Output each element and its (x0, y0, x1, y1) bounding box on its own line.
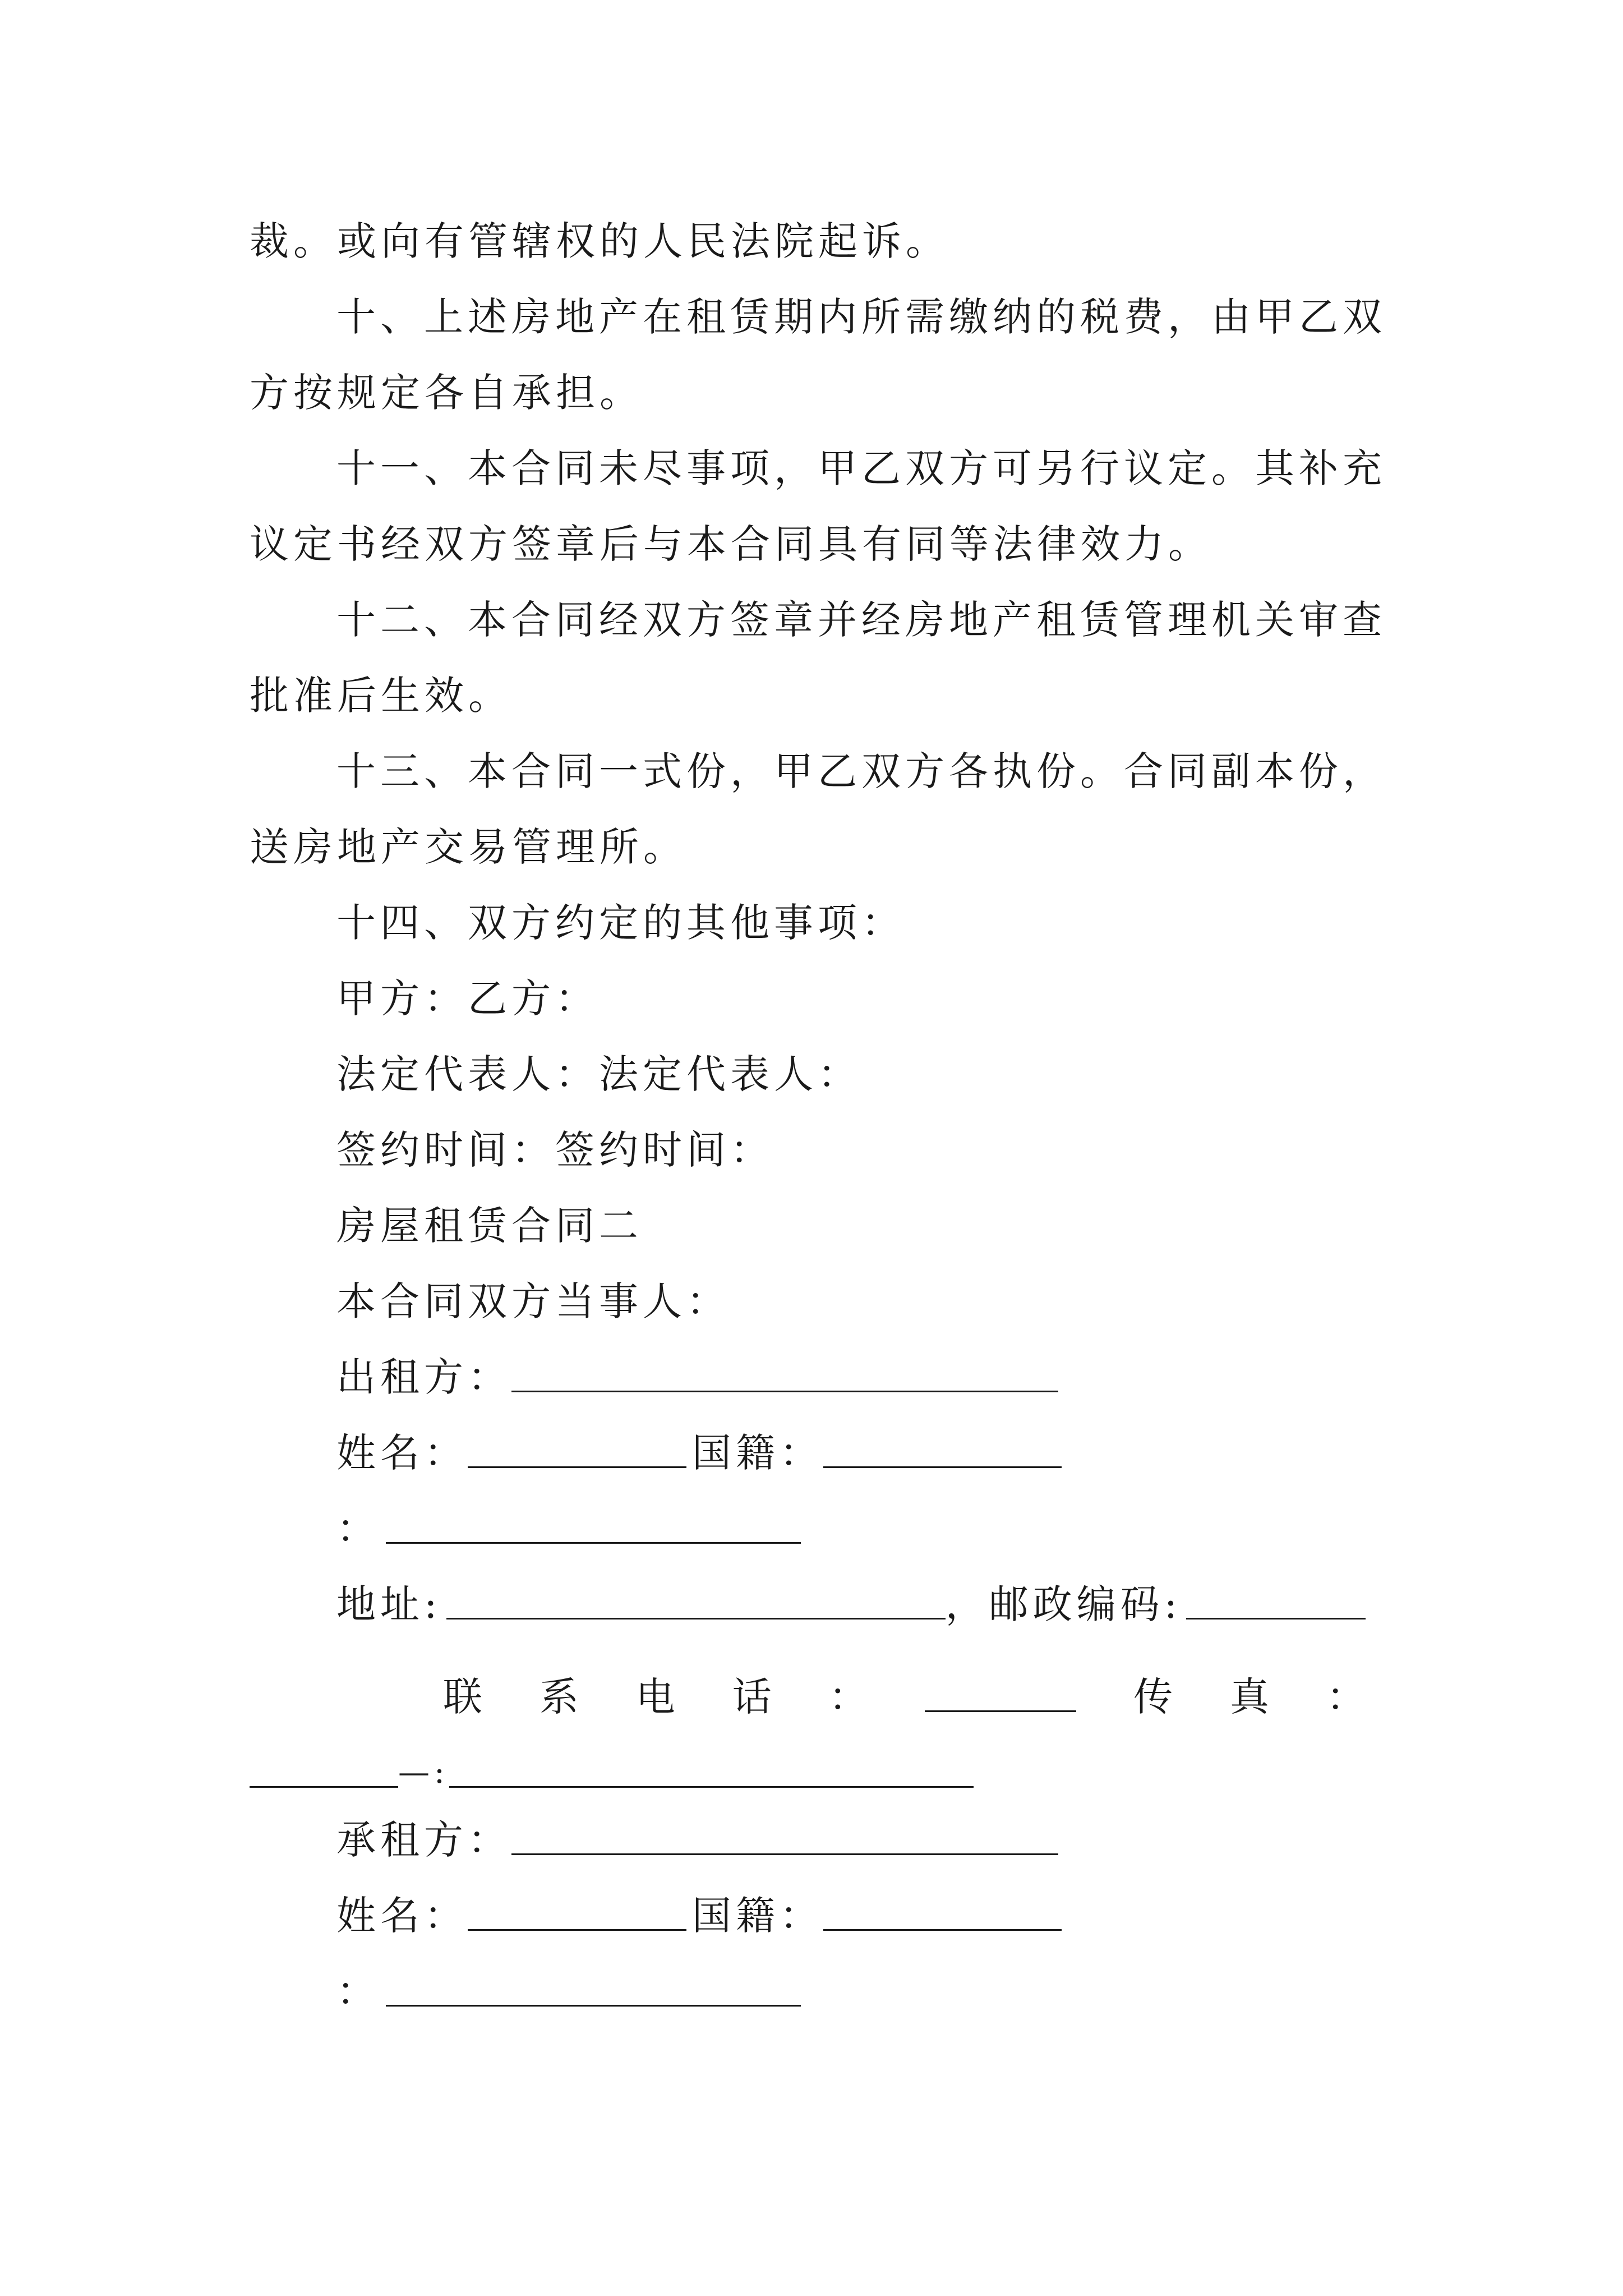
fax-char: 传 (1133, 1674, 1173, 1720)
paragraph-line: 十二、本合同经双方签章并经房地产租赁管理机关审查 (336, 597, 1386, 643)
fax-blank (250, 1786, 398, 1788)
paragraph-line: 甲方：乙方： (336, 976, 599, 1022)
name-blank (468, 1466, 686, 1468)
lessee-row (336, 1815, 1058, 1865)
address-row (336, 1579, 1366, 1630)
phone-char: 系 (539, 1674, 579, 1720)
phone-char: 话 (732, 1674, 772, 1720)
lessor-blank (511, 1391, 1058, 1392)
fax-char: ： (1326, 1674, 1366, 1720)
nationality-label: 国籍： (692, 1430, 823, 1476)
paragraph-line: 送房地产交易管理所。 (250, 824, 687, 870)
name-blank (468, 1929, 686, 1931)
colon-label: ： (336, 1506, 380, 1552)
fax-char: 真 (1230, 1674, 1270, 1720)
name-label: 姓名： (336, 1430, 468, 1476)
phone-fax-row (443, 1672, 1366, 1722)
address-label: 地址: (336, 1581, 442, 1627)
email-blank (449, 1786, 974, 1788)
lessee-blank (511, 1853, 1058, 1855)
phone-char: 联 (443, 1674, 482, 1720)
postcode-blank (1186, 1618, 1366, 1619)
lessor-name-row (336, 1428, 1062, 1478)
paragraph-line: 签约时间：签约时间： (336, 1127, 774, 1173)
paragraph-line: 法定代表人：法定代表人： (336, 1051, 861, 1097)
lessor-id-row (336, 1503, 801, 1554)
name-label: 姓名： (336, 1893, 468, 1939)
colon-label: ： (336, 1968, 380, 2014)
address-blank (446, 1618, 946, 1619)
nationality-blank (823, 1466, 1062, 1468)
phone-char: ： (828, 1674, 868, 1720)
paragraph-line: 十、上述房地产在租赁期内所需缴纳的税费，由甲乙双 (336, 294, 1386, 340)
id-blank (386, 1542, 801, 1544)
paragraph-line: 方按规定各自承担。 (250, 370, 643, 416)
nationality-label: 国籍： (692, 1893, 823, 1939)
paragraph-line: 裁。或向有管辖权的人民法院起诉。 (250, 218, 949, 264)
fax-continuation-row (250, 1747, 974, 1798)
lessee-label: 承租方： (336, 1817, 511, 1863)
paragraph-line: 十三、本合同一式份，甲乙双方各执份。合同副本份， (336, 748, 1386, 794)
lessor-label: 出租方： (336, 1354, 511, 1400)
paragraph-line: 批准后生效。 (250, 673, 512, 719)
id-blank (386, 2005, 801, 2007)
dash-label: —: (398, 1754, 449, 1791)
postcode-label: ，邮政编码: (945, 1581, 1182, 1627)
paragraph-line: 十一、本合同未尽事项，甲乙双方可另行议定。其补充 (336, 445, 1386, 491)
paragraph-line: 议定书经双方签章后与本合同具有同等法律效力。 (250, 521, 1212, 567)
nationality-blank (823, 1929, 1062, 1931)
paragraph-line: 十四、双方约定的其他事项： (336, 900, 905, 946)
phone-blank (925, 1710, 1076, 1712)
paragraph-line: 本合同双方当事人： (336, 1278, 730, 1324)
lessor-row (336, 1352, 1058, 1402)
section-heading: 房屋租赁合同二 (336, 1203, 643, 1249)
lessee-id-row (336, 1966, 801, 2017)
lessee-name-row (336, 1890, 1062, 1941)
phone-char: 电 (635, 1674, 675, 1720)
